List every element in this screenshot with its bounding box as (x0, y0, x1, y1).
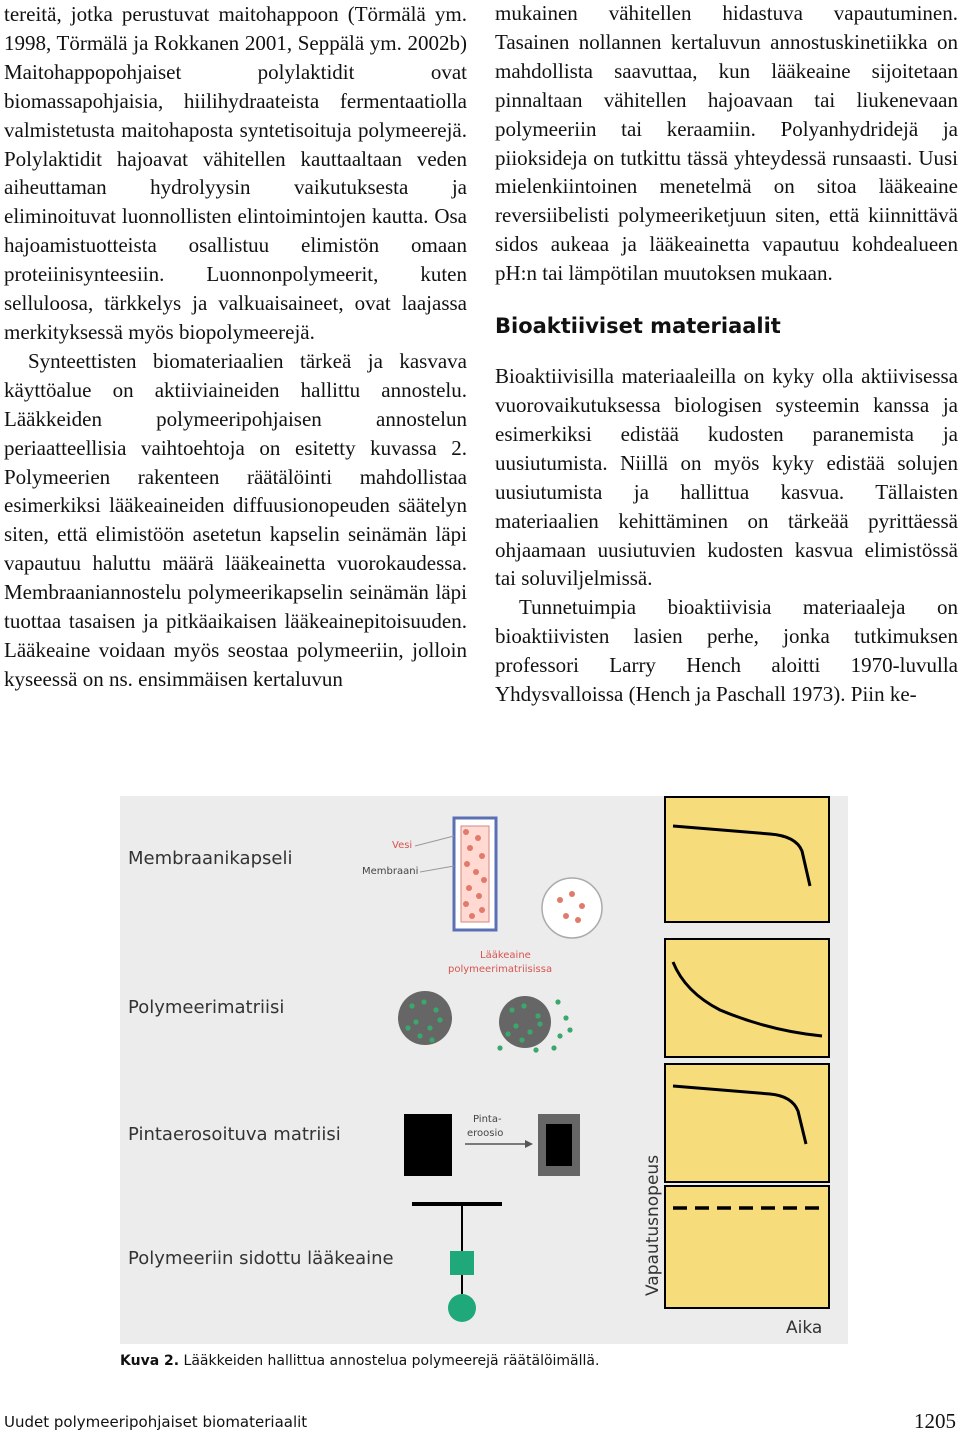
bubble-drug-dot (557, 897, 563, 903)
matrix-drug-dot (563, 1015, 568, 1020)
capsule-drug-dot (481, 877, 487, 883)
matrix-drug-dot (519, 1037, 524, 1042)
right-paragraph-1: mukainen vähitellen hidastuva vapautuminen. Tasainen nollannen kertaluvun annostuskinetiikka on mahdollista saavuttaa, kun lääkeaine sijoitetaan pinnaltaan vähitellen hajoavaan tai liukenevaan polymeeriin tai keraamiin. Polyanhydridejä ja piioksideja on tutkittu tässä yhteydessä runsaasti. Uusi mielenkiintoinen menetelmä on sitoa lääkeaine reversiibelisti polymeeriketjuun siten, että kiinnittävä sidos aukeaa ja lääkeainetta vapautuu kohdealueen pH:n tai lämpötilan muutoksen mukaan. (495, 1, 958, 286)
label-membraanikapseli: Membraanikapseli (128, 848, 293, 869)
matrix-drug-dot (533, 1047, 538, 1052)
right-paragraph-3: Tunnetuimpia bioaktiivisia materiaaleja on bioaktiivisten lasien perhe, jonka tutkimuksen professori Larry Hench aloitti 1970-luvulla Yhdysvalloissa (Hench ja Paschall 1973). Piin ke- (495, 595, 958, 707)
caption-text: Lääkkeiden hallittua annostelua polymeerejä räätälöimällä. (183, 1353, 600, 1369)
matrix-drug-dot (521, 1003, 526, 1008)
annot-laakeaine-1: Lääkeaine (480, 950, 531, 961)
caption-label: Kuva 2. (120, 1353, 180, 1369)
matrix-drug-dot (429, 1037, 434, 1042)
annot-pinta-1: Pinta- (473, 1114, 502, 1125)
release-panel-3 (665, 1064, 829, 1182)
figure-caption (120, 1350, 599, 1372)
matrix-drug-dot (409, 1003, 414, 1008)
left-paragraph-2: Synteettisten biomateriaalien tärkeä ja kasvava käyttöalue on aktiiviaineiden hallittu annostelu. Lääkkeiden polymeeripohjaisen annostelun periaatteellisia vaihtoehtoja on esitetty kuvassa 2. Polymeerien rakenteen räätälöinti mahdollistaa esimerkiksi lääkeaineiden diffuusionopeuden säätelyn siten, että elimistöön asetetun kapselin seinämän läpi vapautuu haluttu määrä lääkeainetta vuorokaudessa. Membraaniannostelu polymeerikapselin seinämän läpi tuottaa tasaisen ja pitkäaikaisen lääkeainepitoisuuden. Lääkeaine voidaan myös seostaa polymeeriin, jolloin kyseessä on ns. ensimmäisen kertaluvun (4, 348, 467, 691)
capsule-drug-dot (467, 845, 473, 851)
capsule-drug-dot (463, 829, 469, 835)
label-polymeerimatriisi: Polymeerimatriisi (128, 997, 285, 1018)
release-panel-1 (665, 797, 829, 922)
matrix-drug-dot (417, 1033, 422, 1038)
matrix-drug-dot (505, 1031, 510, 1036)
release-panel-4 (665, 1186, 829, 1308)
matrix-drug-dot (513, 1023, 518, 1028)
figure-svg (120, 796, 848, 1344)
page-number: 1205 (914, 1409, 956, 1433)
label-pintaerosoituva: Pintaerosoituva matriisi (128, 1124, 341, 1145)
matrix-drug-dot (437, 1017, 442, 1022)
left-paragraph-1: tereitä, jotka perustuvat maitohappoon (Törmälä ym. 1998, Törmälä ja Rokkanen 2001, Seppälä ym. 2002b) Maitohappopohjaiset polylaktidit ovat biomassapohjaisia, hiilihydraateista fermentaatiolla valmistetusta maitohaposta syntetisoituja polymeerejä. Polylaktidit hajoavat vähitellen kauttaaltaan veden aiheuttaman hydrolyysin vaikutuksesta ja eliminoituvat luonnollisten elintoimintojen kautta. Osa hajoamistuotteista osallistuu elimistön omaan proteiinisynteesiin. Luonnonpolymeerit, kuten selluloosa, tärkkelys ja valkuaisaineet, ovat laajassa merkityksessä myös biopolymeerejä. (4, 2, 467, 344)
release-panel-2 (665, 939, 829, 1057)
annot-vesi: Vesi (392, 840, 413, 851)
right-paragraph-2: Bioaktiivisilla materiaaleilla on kyky olla aktiivisessa vuorovaikutuksessa biologisen systeemin kanssa ja esimerkiksi edistää kudosten paranemista ja uusiutumista. Niillä on myös kyky edistää solujen uusiutumista ja hallittua kasvua. Tällaisten materiaalien kehittäminen on tärkeää pyrittäessä ohjaamaan uusiutuvien kudosten kasvua elimistössä tai soluviljelmissä. (495, 364, 958, 591)
matrix-drug-dot (557, 1033, 562, 1038)
matrix-drug-dot (497, 1045, 502, 1050)
capsule-drug-dot (466, 885, 472, 891)
matrix-drug-dot (551, 1045, 556, 1050)
capsule-drug-dot (463, 901, 469, 907)
capsule-drug-dot (473, 869, 479, 875)
capsule-drug-dot (476, 893, 482, 899)
matrix-drug-dot (509, 1007, 514, 1012)
matrix-drug-dot (433, 1007, 438, 1012)
annot-pinta-2: eroosio (467, 1128, 504, 1139)
annot-laakeaine-2: polymeerimatriisissa (448, 964, 553, 975)
matrix-drug-dot (427, 1025, 432, 1030)
left-text-column (4, 0, 467, 694)
matrix-drug-dot (537, 1021, 542, 1026)
right-text-column (495, 0, 958, 709)
bubble-drug-dot (579, 903, 585, 909)
capsule-drug-dot (479, 907, 485, 913)
capsule-drug-dot (475, 835, 481, 841)
matrix-drug-dot (405, 1025, 410, 1030)
matrix-drug-dot (413, 1019, 418, 1024)
matrix-drug-dot (567, 1027, 572, 1032)
capsule-drug-dot (479, 853, 485, 859)
annot-membraani: Membraani (362, 866, 419, 877)
x-axis-label: Aika (786, 1318, 823, 1338)
section-heading: Bioaktiiviset materiaalit (495, 314, 781, 339)
footer-title: Uudet polymeeripohjaiset biomateriaalit (4, 1413, 308, 1431)
capsule-drug-dot (464, 861, 470, 867)
matrix-drug-dot (535, 1013, 540, 1018)
bubble-drug-dot (569, 891, 575, 897)
label-sidottu: Polymeeriin sidottu lääkeaine (128, 1248, 394, 1269)
bubble-drug-dot (563, 913, 569, 919)
matrix-drug-dot (421, 999, 426, 1004)
matrix-drug-dot (527, 1029, 532, 1034)
bubble-drug-dot (575, 917, 581, 923)
capsule-drug-dot (469, 913, 475, 919)
y-axis-label: Vapautusnopeus (643, 1154, 663, 1296)
figure-2 (120, 796, 848, 1344)
matrix-drug-dot (555, 999, 560, 1004)
